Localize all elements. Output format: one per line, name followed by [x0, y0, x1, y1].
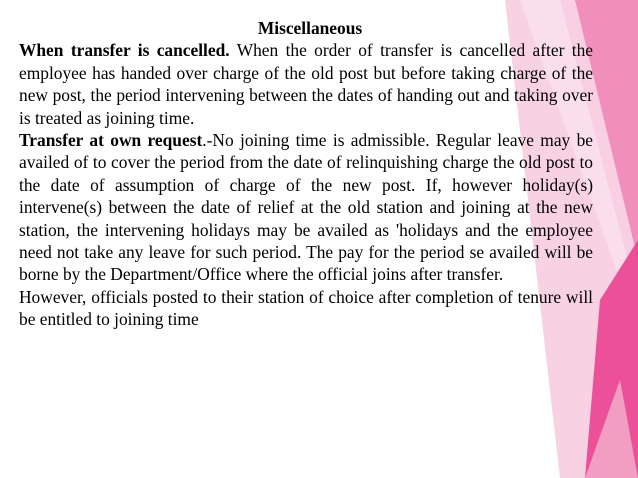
paragraph-cancelled-transfer [19, 39, 593, 129]
paragraph-lead: When transfer is cancelled. [19, 40, 230, 61]
paragraph-lead: Transfer at own request [19, 130, 203, 151]
paragraph-own-request [19, 129, 593, 286]
paragraph-body: .-No joining time is admissible. Regular leave may be availed of to cover the period from the date of relinquishing charge the old post to the date of assumption of charge of the new post. If, however holiday(s) intervene(s) between the date of relief at the old station and joining at the new station, the intervening holidays may be availed as 'holidays and the employee need not take any leave for such period. The pay for the period se availed will be borne by the Department/Office where the official joins after transfer. [19, 130, 593, 285]
page-title: Miscellaneous [257, 18, 363, 38]
paragraph-body: When the order of transfer is cancelled after the employee has handed over charge of the old post but before taking charge of the new post, the period intervening between the dates of handing out and taking over is treated as joining time. [19, 40, 593, 128]
paragraph-tenure [19, 286, 593, 331]
content-block [19, 17, 593, 331]
paragraph-body: However, officials posted to their station of choice after completion of tenure will be entitled to joining time [19, 286, 593, 330]
